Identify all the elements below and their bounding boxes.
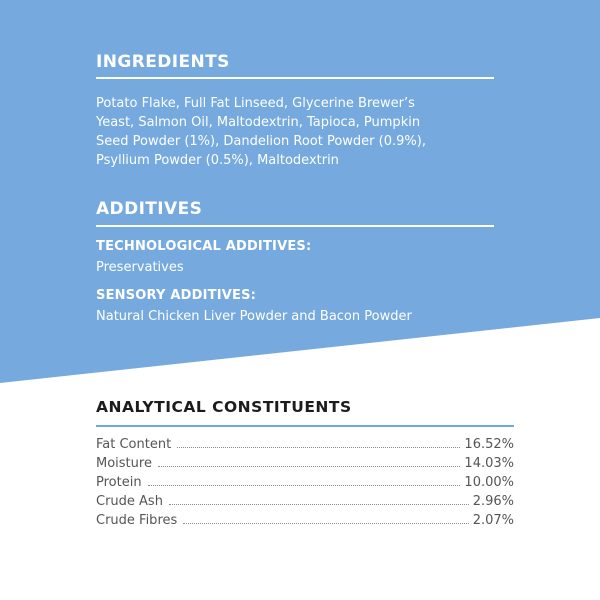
sensory-additives-value: Natural Chicken Liver Powder and Bacon Powder: [96, 309, 412, 324]
technological-additives-value: Preservatives: [96, 260, 184, 275]
constituent-label: Crude Ash: [96, 494, 163, 509]
additives-divider: [96, 225, 494, 227]
ingredients-heading: INGREDIENTS: [96, 52, 230, 72]
constituent-label: Protein: [96, 475, 142, 490]
ingredients-line: Seed Powder (1%), Dandelion Root Powder (0.9%),: [96, 134, 426, 149]
constituent-value: 2.07%: [472, 513, 514, 528]
constituent-label: Fat Content: [96, 437, 172, 452]
constituent-row: [96, 513, 514, 532]
ingredients-line: Psyllium Powder (0.5%), Maltodextrin: [96, 153, 339, 168]
sensory-additives-label: SENSORY ADDITIVES:: [96, 288, 257, 303]
analytical-table: [96, 437, 514, 532]
constituent-value: 10.00%: [464, 475, 514, 490]
additives-heading: ADDITIVES: [96, 199, 203, 219]
constituent-value: 2.96%: [472, 494, 514, 509]
constituent-row: [96, 456, 514, 475]
ingredients-line: Yeast, Salmon Oil, Maltodextrin, Tapioca, Pumpkin: [96, 115, 421, 130]
technological-additives-label: TECHNOLOGICAL ADDITIVES:: [96, 239, 312, 254]
ingredients-divider: [96, 77, 494, 79]
dot-leader: [158, 465, 460, 467]
constituent-value: 14.03%: [464, 456, 514, 471]
analytical-heading: ANALYTICAL CONSTITUENTS: [96, 398, 352, 416]
ingredients-text: [96, 94, 506, 170]
constituent-row: [96, 475, 514, 494]
constituent-row: [96, 494, 514, 513]
dot-leader: [183, 522, 468, 524]
ingredients-line: Potato Flake, Full Fat Linseed, Glycerine Brewer’s: [96, 96, 415, 111]
constituent-label: Crude Fibres: [96, 513, 178, 528]
constituent-row: [96, 437, 514, 456]
constituent-value: 16.52%: [464, 437, 514, 452]
analytical-divider: [96, 425, 514, 427]
dot-leader: [148, 484, 461, 486]
analytical-constituents-section: [96, 398, 514, 532]
dot-leader: [177, 446, 460, 448]
constituent-label: Moisture: [96, 456, 152, 471]
dot-leader: [169, 503, 469, 505]
